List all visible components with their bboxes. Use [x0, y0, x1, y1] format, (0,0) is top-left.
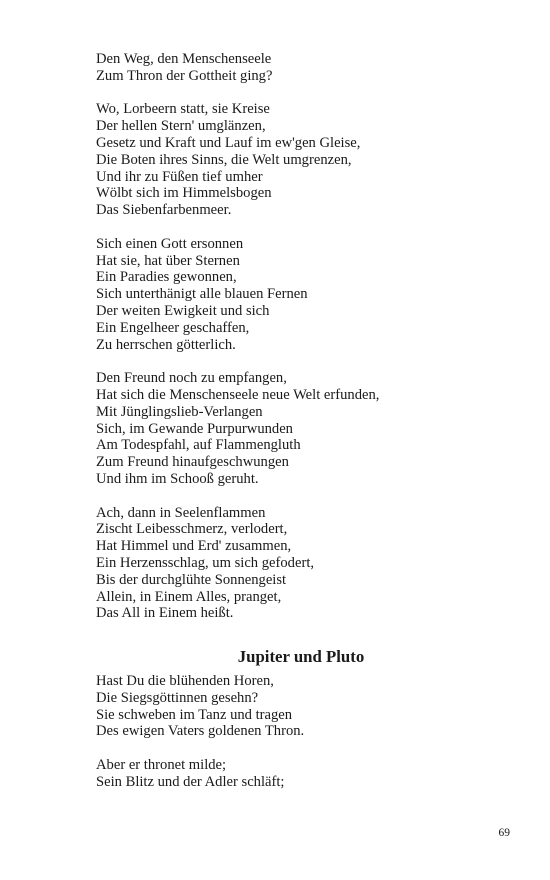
verse-line: Sie schweben im Tanz und tragen: [96, 706, 293, 723]
verse-line: Des ewigen Vaters goldenen Thron.: [96, 723, 305, 740]
verse-line: Hast Du die blühenden Horen,: [96, 673, 274, 689]
poem-1-body: [96, 51, 516, 622]
verse-line: Ach, dann in Seelenflammen: [96, 504, 266, 521]
poem-1-stanza-1: [96, 51, 516, 85]
verse-line: Ein Herzensschlag, um sich gefodert,: [96, 554, 315, 571]
poem-1-stanza-2: [96, 101, 516, 219]
poem-title: Jupiter und Pluto: [237, 647, 365, 666]
verse-line: Bis der durchglühte Sonnengeist: [96, 571, 287, 588]
verse-line: Den Weg, den Menschenseele: [96, 51, 272, 67]
verse-line: Zu herrschen götterlich.: [96, 336, 236, 353]
verse-line: Ein Engelheer geschaffen,: [96, 319, 250, 336]
verse-line: Allein, in Einem Alles, pranget,: [96, 588, 282, 605]
verse-line: Die Boten ihres Sinns, die Welt umgrenzen,: [96, 151, 352, 168]
verse-line: Sich unterthänigt alle blauen Fernen: [96, 286, 308, 303]
poem-1-stanza-3: [96, 236, 516, 354]
verse-line: Hat sie, hat über Sternen: [96, 252, 240, 269]
verse-line: Den Freund noch zu empfangen,: [96, 370, 287, 387]
poem-2-body: [96, 673, 516, 807]
verse-line: Die Siegsgöttinnen gesehn?: [96, 689, 259, 706]
verse-line: Zischt Leibesschmerz, verlodert,: [96, 521, 288, 538]
poem-1-stanza-5: [96, 505, 516, 623]
verse-line: Und ihr zu Füßen tief umher: [96, 168, 263, 185]
poem-2-stanza-1: [96, 673, 516, 740]
verse-line: Das All in Einem heißt.: [96, 605, 234, 622]
poem-1-stanza-4: [96, 370, 516, 488]
verse-line: Hat Himmel und Erd' zusammen,: [96, 538, 292, 555]
poem-2-stanza-2: [96, 757, 516, 791]
verse-line: Wo, Lorbeern statt, sie Kreise: [96, 101, 270, 118]
verse-line: Der hellen Stern' umglänzen,: [96, 118, 266, 135]
verse-line: Aber er thronet milde;: [96, 756, 227, 773]
verse-line: Mit Jünglingslieb-Verlangen: [96, 403, 263, 420]
verse-line: Wölbt sich im Himmelsbogen: [96, 185, 272, 202]
verse-line: Und ihm im Schooß geruht.: [96, 470, 259, 487]
verse-line: Sich, im Gewande Purpurwunden: [96, 420, 293, 437]
verse-line: Ein Paradies gewonnen,: [96, 269, 237, 286]
verse-line: Zum Freund hinaufgeschwungen: [96, 454, 289, 471]
verse-line: Am Todespfahl, auf Flammengluth: [96, 437, 301, 454]
verse-line: Das Siebenfarbenmeer.: [96, 202, 232, 219]
verse-line: Der weiten Ewigkeit und sich: [96, 302, 270, 319]
verse-line: Sich einen Gott ersonnen: [96, 235, 244, 252]
verse-line: Hat sich die Menschenseele neue Welt erfunden,: [96, 386, 380, 403]
page-number: 69: [498, 827, 510, 839]
verse-line: Sein Blitz und der Adler schläft;: [96, 773, 285, 790]
verse-line: Gesetz und Kraft und Lauf im ew'gen Gleise,: [96, 134, 361, 151]
verse-line: Zum Thron der Gottheit ging?: [96, 67, 273, 84]
